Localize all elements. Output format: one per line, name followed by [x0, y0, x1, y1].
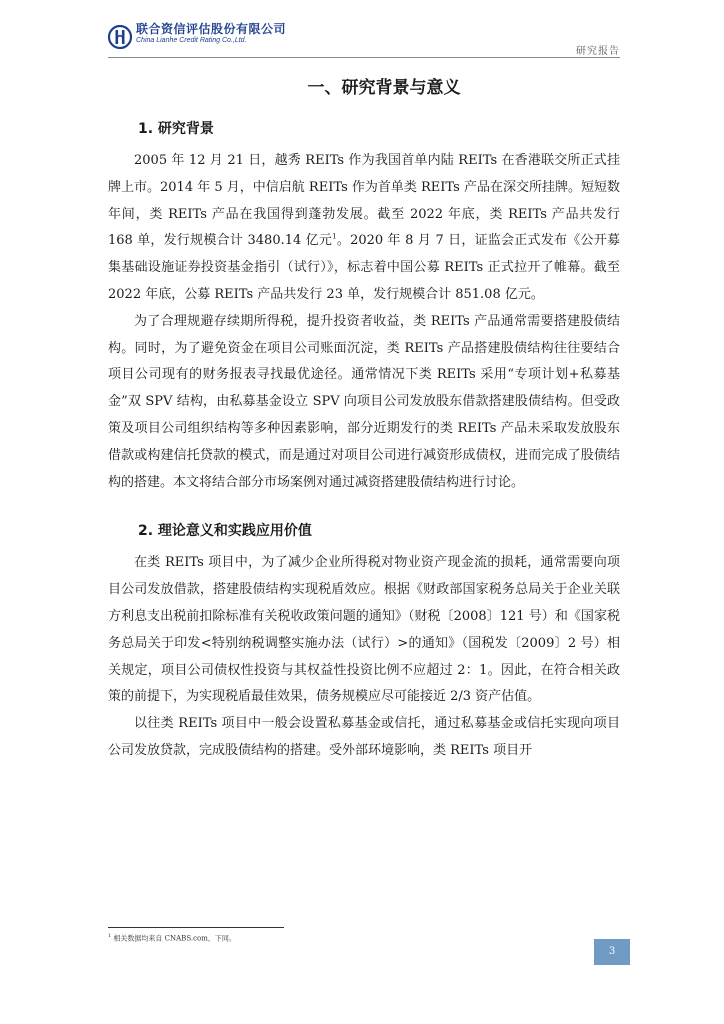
paragraph-text: 。2020 年 8 月 7 日，证监会正式发布《公开募集基础设施证券投资基金指引（试行）》，标志着中国公募 REITs 正式拉开了帷幕。截至 2022 年底，公募 REITs 产品共发行 23 单，发行规模合计 851.08 亿元。: [108, 233, 621, 302]
company-name-en: China Lianhe Credit Rating Co.,Ltd.: [136, 37, 247, 44]
company-name-cn: 联合资信评估股份有限公司: [136, 22, 287, 36]
page-body: [108, 74, 620, 765]
page-number-badge: 3: [594, 939, 630, 965]
footnote-mark: 1: [108, 933, 112, 939]
section-title: 一、研究背景与意义: [307, 78, 461, 98]
footnote-reference[interactable]: 1: [332, 233, 337, 242]
paragraph-background-2: 为了合理规避存续期所得税，提升投资者收益，类 REITs 产品通常需要搭建股债结构。同时，为了避免资金在项目公司账面沉淀，类 REITs 产品搭建股债结构往往要结合项目公司现有的财务报表寻找最优途径。通常情况下类 REITs 采用“专项计划+私募基金”双 SPV 结构，由私募基金设立 SPV 向项目公司发放股东借款搭建股债结构。但受政策及项目公司组织结构等多种因素影响，部分近期发行的类 REITs 产品未采取发放股东借款或构建信托贷款的模式，而是通过对项目公司进行减资形成债权，进而完成了股债结构的搭建。本文将结合部分市场案例对通过减资搭建股债结构进行讨论。: [108, 313, 620, 490]
subsection-title-significance: 2. 理论意义和实践应用价值: [138, 523, 312, 540]
paragraph-significance-2: 以往类 REITs 项目中一般会设置私募基金或信托，通过私募基金或信托实现向项目公司发放贷款，完成股债结构的搭建。受外部环境影响，类 REITs 项目开: [108, 716, 620, 758]
paragraph-background-1: [108, 148, 620, 309]
footnote: [108, 933, 236, 943]
page-header: [108, 22, 620, 56]
company-name: [136, 23, 286, 44]
paragraph-text: 2005 年 12 月 21 日，越秀 REITs 作为我国首单内陆 REITs 在香港联交所正式挂牌上市。2014 年 5 月，中信启航 REITs 作为首单类 REITs 产品在深交所挂牌。短短数年间，类 REITs 产品在我国得到蓬勃发展。截至 2022 年底，类 REITs 产品共发行 168 单，发行规模合计 3480.14 亿元: [108, 153, 620, 249]
subsection-title-background: 1. 研究背景: [138, 121, 214, 137]
footnote-divider: [108, 927, 284, 928]
paragraph-significance-1: 在类 REITs 项目中，为了减少企业所得税对物业资产现金流的损耗，通常需要向项目公司发放借款，搭建股债结构实现税盾效应。根据《财政部国家税务总局关于企业关联方利息支出税前扣除标准有关税收政策问题的通知》（财税〔2008〕121 号）和《国家税务总局关于印发<特别纳税调整实施办法（试行）>的通知》（国税发〔2009〕2 号）相关规定，项目公司债权性投资与其权益性投资比例不应超过 2：1。因此，在符合相关政策的前提下，为实现税盾最佳效果，债务规模应尽可能接近 2/3 资产估值。: [108, 555, 620, 705]
report-type-label: 研究报告: [576, 46, 620, 57]
footnote-text: 相关数据均来自 CNABS.com，下同。: [111, 934, 236, 943]
company-logo-icon: [108, 25, 132, 49]
header-divider: [108, 57, 620, 58]
